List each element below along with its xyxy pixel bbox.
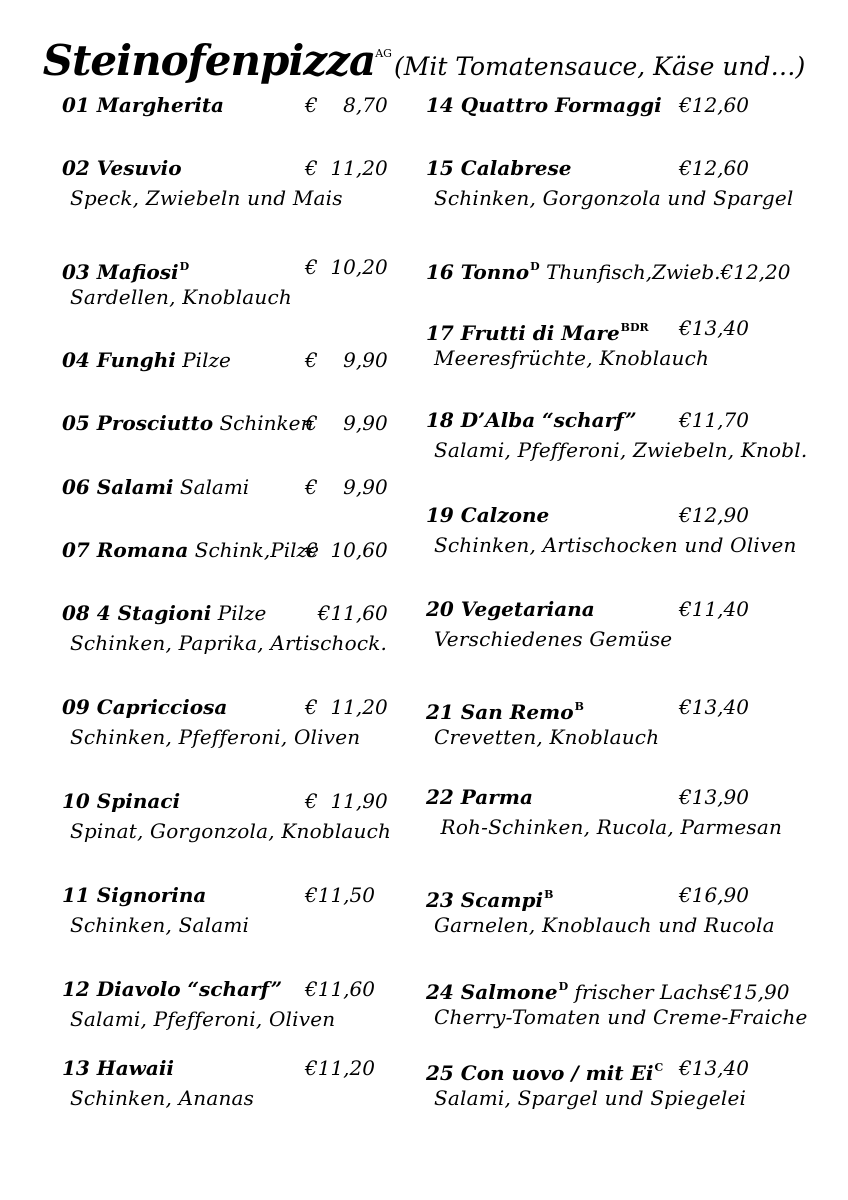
item-title-line [426, 880, 775, 910]
item-description: Roh-Schinken, Rucola, Parmesan [434, 815, 783, 839]
item-title-line [62, 252, 388, 284]
item-title-line [62, 472, 388, 502]
item-name: 19 Calzone [426, 503, 550, 527]
item-title-line [62, 535, 388, 565]
menu-title [0, 36, 848, 85]
title-subtitle: (Mit Tomatensauce, Käse und…) [393, 52, 806, 81]
item-name: 22 Parma [426, 785, 533, 809]
item-price: € 9,90 [305, 475, 388, 499]
item-inline-desc: Thunfisch,Zwieb.€12,20 [546, 260, 791, 284]
item-price: €11,50 [305, 883, 375, 907]
item-price: € 9,90 [305, 348, 388, 372]
item-description: Spinat, Gorgonzola, Knoblauch [70, 819, 392, 843]
menu-item [426, 252, 790, 282]
item-description: Sardellen, Knoblauch [70, 285, 292, 309]
menu-item [62, 598, 387, 658]
item-price: €11,60 [305, 601, 388, 625]
item-name: 10 Spinaci [62, 789, 181, 813]
item-price: €16,90 [679, 883, 749, 907]
item-description: Schinken, Salami [70, 913, 250, 937]
item-title-line [426, 594, 749, 624]
allergen-code: B [544, 888, 554, 901]
item-inline-desc: Schink,Pilze [194, 538, 319, 562]
item-inline-desc: Schinken [219, 411, 314, 435]
menu-item [62, 974, 375, 1034]
item-name: 16 Tonno [426, 260, 530, 284]
item-price: € 10,60 [305, 538, 388, 562]
item-price: € 11,20 [305, 695, 388, 719]
item-name: 03 Mafiosi [62, 260, 179, 284]
item-description: Schinken, Gorgonzola und Spargel [434, 186, 794, 210]
item-description: Speck, Zwiebeln und Mais [70, 186, 343, 210]
allergen-code: B [574, 700, 584, 713]
menu-item [62, 880, 375, 940]
item-price: €13,90 [679, 785, 749, 809]
item-title-line [426, 90, 749, 120]
item-name: 14 Quattro Formaggi [426, 93, 662, 117]
menu-item [62, 1053, 375, 1113]
item-name: 17 Frutti di Mare [426, 321, 620, 345]
item-price: € 10,20 [305, 255, 388, 279]
item-description: Salami, Pfefferoni, Oliven [70, 1007, 336, 1031]
menu-item [426, 90, 749, 120]
item-inline-desc: Salami [179, 475, 250, 499]
item-title-line [62, 90, 388, 120]
item-price: € 11,90 [305, 789, 388, 813]
item-name: 06 Salami [62, 475, 174, 499]
item-title-line [62, 153, 388, 183]
item-price: €12,90 [679, 503, 749, 527]
item-description: Schinken, Artischocken und Oliven [434, 533, 797, 557]
item-price: € 11,20 [305, 156, 388, 180]
item-price: €11,70 [679, 408, 749, 432]
item-title-line [426, 252, 790, 282]
menu-item [62, 252, 388, 312]
item-name: 05 Prosciutto [62, 411, 214, 435]
item-description: Verschiedenes Gemüse [434, 627, 673, 651]
menu-item [426, 405, 807, 465]
item-name: 08 4 Stagioni [62, 601, 212, 625]
item-title-line [426, 782, 782, 812]
item-price: €12,60 [679, 156, 749, 180]
item-price: €13,40 [679, 695, 749, 719]
item-name: 11 Signorina [62, 883, 207, 907]
item-title-line [62, 786, 391, 816]
menu-item [62, 786, 391, 846]
item-name: 21 San Remo [426, 700, 574, 724]
item-name: 09 Capricciosa [62, 695, 228, 719]
menu-item [426, 782, 782, 842]
item-title-line [426, 313, 749, 345]
item-title-line [426, 972, 808, 1002]
item-description: Meeresfrüchte, Knoblauch [434, 346, 710, 370]
item-title-line [62, 408, 388, 438]
item-name: 23 Scampi [426, 888, 544, 912]
item-price: €11,60 [305, 977, 375, 1001]
item-name: 20 Vegetariana [426, 597, 595, 621]
menu-item [62, 472, 388, 502]
item-title-line [426, 1053, 749, 1085]
item-description: Salami, Spargel und Spiegelei [434, 1086, 747, 1110]
allergen-code: C [654, 1061, 664, 1074]
item-name: 04 Funghi [62, 348, 176, 372]
item-description: Schinken, Paprika, Artischock. [70, 631, 388, 655]
menu-item [62, 535, 388, 565]
menu-item [426, 1053, 749, 1113]
menu-item [62, 692, 388, 752]
item-title-line [62, 692, 388, 722]
item-description: Schinken, Pfefferoni, Oliven [70, 725, 361, 749]
menu-item [62, 153, 388, 213]
item-description: Garnelen, Knoblauch und Rucola [434, 913, 775, 937]
allergen-code: BDR [620, 321, 649, 334]
menu-item [426, 153, 794, 213]
item-name: 07 Romana [62, 538, 189, 562]
item-name: 12 Diavolo “scharf” [62, 977, 283, 1001]
item-price: € 9,90 [305, 411, 388, 435]
menu-item [426, 972, 808, 1032]
allergen-code: D [558, 980, 569, 993]
item-name: 24 Salmone [426, 980, 558, 1004]
item-description: Crevetten, Knoblauch [434, 725, 660, 749]
item-name: 18 D’Alba “scharf” [426, 408, 637, 432]
item-title-line [62, 880, 375, 910]
menu-item [62, 90, 388, 120]
menu-item [62, 345, 388, 375]
item-title-line [62, 974, 375, 1004]
item-description: Cherry-Tomaten und Creme-Fraiche [434, 1005, 808, 1029]
item-price: €13,40 [679, 316, 749, 340]
item-title-line [426, 692, 749, 724]
menu-item [426, 313, 749, 373]
item-name: 15 Calabrese [426, 156, 572, 180]
item-inline-desc: Pilze [217, 601, 267, 625]
item-price: € 8,70 [305, 93, 388, 117]
menu-item [426, 880, 775, 940]
item-price: €11,40 [679, 597, 749, 621]
menu-item [426, 500, 797, 560]
title-main: Steinofenpizza [42, 36, 376, 85]
item-title-line [62, 598, 387, 628]
item-description: Schinken, Ananas [70, 1086, 255, 1110]
item-name: 13 Hawaii [62, 1056, 175, 1080]
menu-item [62, 408, 388, 438]
item-price: €12,60 [679, 93, 749, 117]
item-price: €11,20 [305, 1056, 375, 1080]
item-inline-desc: frischer Lachs€15,90 [574, 980, 790, 1004]
menu-item [426, 692, 749, 752]
item-title-line [62, 1053, 375, 1083]
allergen-superscript: AG [375, 47, 392, 60]
item-title-line [426, 153, 794, 183]
allergen-code: D [179, 260, 190, 273]
item-name: 25 Con uovo / mit Ei [426, 1061, 654, 1085]
item-name: 02 Vesuvio [62, 156, 182, 180]
allergen-code: D [530, 260, 540, 273]
item-description: Salami, Pfefferoni, Zwiebeln, Knobl. [434, 438, 808, 462]
item-inline-desc: Pilze [182, 348, 231, 372]
item-price: €13,40 [679, 1056, 749, 1080]
item-name: 01 Margherita [62, 93, 225, 117]
menu-item [426, 594, 749, 654]
item-title-line [426, 500, 797, 530]
item-title-line [426, 405, 807, 435]
item-title-line [62, 345, 388, 375]
